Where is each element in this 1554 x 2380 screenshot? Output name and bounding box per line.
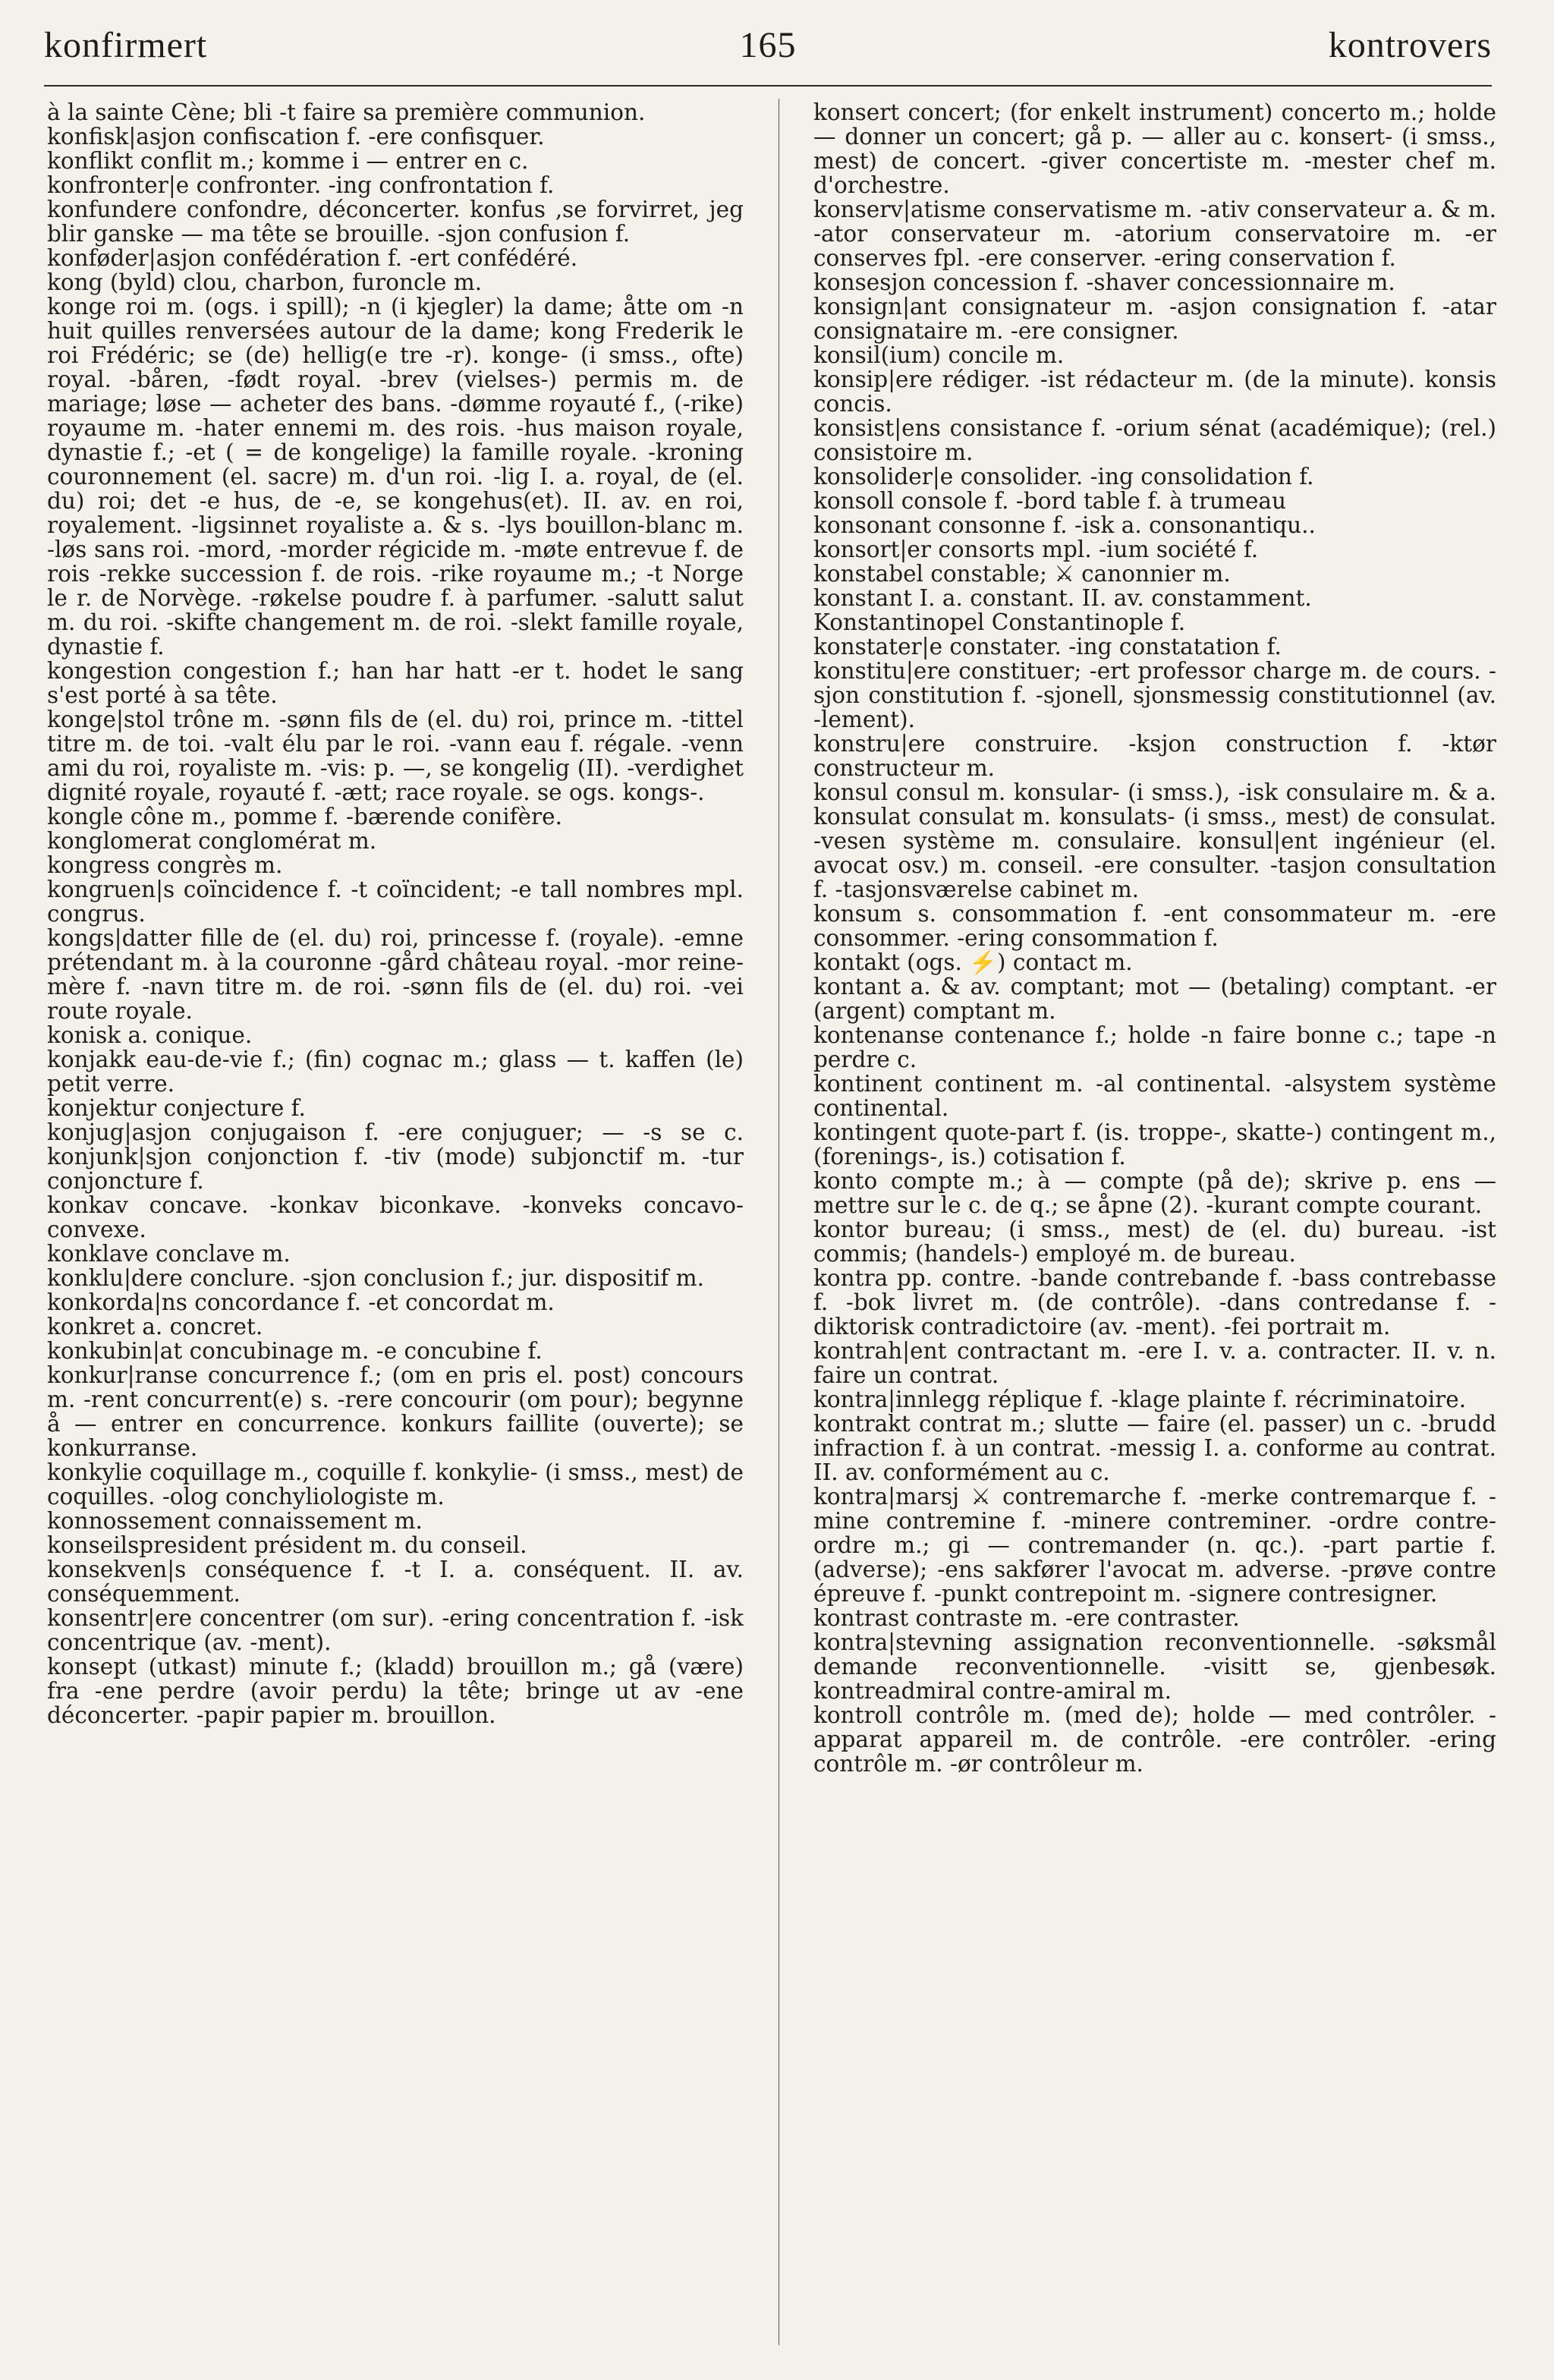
dictionary-entry: konkret a. concret. bbox=[47, 1314, 263, 1340]
dictionary-entry: konkur|ranse concurrence f.; (om en pris el. post) concours m. -rent concurrent(e) s. -rere concourir (om pour); begynne å — entrer en concurrence. konkurs faillite (ouverte); se konkurranse. bbox=[47, 1362, 744, 1461]
dictionary-entry: kongestion congestion f.; han har hatt -er t. hodet le sang s'est porté à sa tête. bbox=[47, 658, 744, 708]
dictionary-entry: Konstantinopel Constantinople f. bbox=[813, 609, 1186, 635]
header-rule bbox=[44, 85, 1492, 87]
dictionary-entry: konfundere confondre, déconcerter. konfus ‚se forvirret, jeg blir ganske — ma tête se brouille. -sjon confusion f. bbox=[47, 197, 744, 247]
dictionary-entry: kontinent continent m. -al continental. -alsystem système continental. bbox=[813, 1071, 1496, 1121]
dictionary-entry: konsentr|ere concentrer (om sur). -ering concentration f. -isk concentrique (av. -ment). bbox=[47, 1605, 744, 1655]
dictionary-entry: kongs|datter fille de (el. du) roi, princesse f. (royale). -emne prétendant m. à la couronne -gård château royal. -mor reine-mère f. -navn titre m. de roi. -sønn fils de (el. du) roi. -vei route royale. bbox=[47, 925, 744, 1024]
dictionary-entry: kontra|stevning assignation reconventionnelle. -søksmål demande reconventionnelle. -visitt se, gjenbesøk. kontreadmiral contre-amiral m. bbox=[813, 1629, 1496, 1704]
dictionary-entry: konklu|dere conclure. -sjon conclusion f.; jur. dispositif m. bbox=[47, 1265, 704, 1291]
dictionary-entry: konfronter|e confronter. -ing confrontation f. bbox=[47, 172, 555, 198]
dictionary-entry: konstater|e constater. -ing constatation f. bbox=[813, 634, 1282, 660]
dictionary-entry: konjakk eau-de-vie f.; (fin) cognac m.; glass — t. kaffen (le) petit verre. bbox=[47, 1047, 744, 1097]
dictionary-entry: kontrah|ent contractant m. -ere I. v. a. contracter. II. v. n. faire un contrat. bbox=[813, 1338, 1496, 1388]
dictionary-entry: kontrast contraste m. -ere contraster. bbox=[813, 1605, 1240, 1631]
dictionary-entry: konstant I. a. constant. II. av. constamment. bbox=[813, 585, 1312, 611]
dictionary-entry: konsoll console f. -bord table f. à trumeau bbox=[813, 488, 1286, 514]
dictionary-entry: konseilspresident président m. du conseil. bbox=[47, 1532, 527, 1558]
dictionary-entry: konkorda|ns concordance f. -et concordat m. bbox=[47, 1289, 555, 1315]
dictionary-entry: kontroll contrôle m. (med de); holde — med contrôler. -apparat appareil m. de contrôle. -ere contrôler. -ering contrôle m. -ør contrôleur m. bbox=[813, 1702, 1496, 1777]
page-header bbox=[44, 24, 1492, 73]
dictionary-entry: konføder|asjon confédération f. -ert confédéré. bbox=[47, 245, 578, 271]
dictionary-entry: konsort|er consorts mpl. -ium société f. bbox=[813, 537, 1259, 562]
dictionary-entry: à la sainte Cène; bli -t faire sa première communion. bbox=[47, 100, 646, 125]
dictionary-entry: konsign|ant consignateur m. -asjon consignation f. -atar consignataire m. -ere consigner. bbox=[813, 294, 1496, 344]
dictionary-entry: konsul consul m. konsular- (i smss.), -isk consulaire m. & a. konsulat consulat m. konsulats- (i smss., mest) de consulat. -vesen système m. consulaire. konsul|ent ingénieur (el. avocat osv.) m. conseil. -ere consulter. -tasjon consultation f. -tasjonsværelse cabinet m. bbox=[813, 779, 1496, 902]
dictionary-entry: konkubin|at concubinage m. -e concubine f. bbox=[47, 1338, 543, 1364]
dictionary-entry: konsip|ere rédiger. -ist rédacteur m. (de la minute). konsis concis. bbox=[813, 367, 1496, 417]
dictionary-entry: konklave conclave m. bbox=[47, 1241, 291, 1267]
dictionary-entry: konflikt conflit m.; komme i — entrer en c. bbox=[47, 148, 529, 174]
dictionary-entry: konkav concave. -konkav biconkave. -konveks concavo-convexe. bbox=[47, 1192, 744, 1242]
dictionary-entry: konge roi m. (ogs. i spill); -n (i kjegler) la dame; åtte om -n huit quilles renversées autour de la dame; kong Frederik le roi Frédéric; se (de) hellig(e tre -r). konge- (i smss., ofte) royal. -båren, -født royal. -brev (vielses-) permis m. de mariage; løse — acheter des bans. -dømme royauté f., (-rike) royaume m. -hater ennemi m. des rois. -hus maison royale, dynastie f.; -et ( = de kongelige) la famille royale. -kroning couronnement (el. sacre) m. d'un roi. -lig I. a. royal, de (el. du) roi; det -e hus, de -e, se kongehus(et). II. av. en roi, royalement. -ligsinnet royaliste a. & s. -lys bouillon-blanc m. -løs sans roi. -mord, -morder régicide m. -møte entrevue f. de rois -rekke succession f. de rois. -rike royaume m.; -t Norge le r. de Norvège. -røkelse poudre f. à parfumer. -salutt salut m. du roi. -skifte changement m. de roi. -slekt famille royale, dynastie f. bbox=[47, 294, 744, 660]
left-column bbox=[47, 100, 744, 2362]
dictionary-entry: konstabel constable; ⚔ canonnier m. bbox=[813, 561, 1231, 587]
right-column bbox=[813, 100, 1496, 2362]
last-guide-word: kontrovers bbox=[1328, 25, 1492, 65]
page-number: 165 bbox=[739, 25, 797, 65]
dictionary-entry: konstru|ere construire. -ksjon construction f. -ktør constructeur m. bbox=[813, 731, 1496, 781]
dictionary-entry: konsept (utkast) minute f.; (kladd) brouillon m.; gå (være) fra -ene perdre (avoir perdu) la tête; bringe ut av -ene déconcerter. -papir papier m. brouillon. bbox=[47, 1654, 744, 1728]
dictionary-entry: konstitu|ere constituer; -ert professor charge m. de cours. -sjon constitution f. -sjonell, sjonsmessig constitutionnel (av. -lement). bbox=[813, 658, 1496, 732]
dictionary-entry: konisk a. conique. bbox=[47, 1022, 253, 1048]
dictionary-entry: kongress congrès m. bbox=[47, 852, 283, 878]
dictionary-entry: konglomerat conglomérat m. bbox=[47, 828, 377, 854]
dictionary-entry: kontenanse contenance f.; holde -n faire bonne c.; tape -n perdre c. bbox=[813, 1022, 1496, 1072]
dictionary-entry: konto compte m.; à — compte (på de); skrive p. ens — mettre sur le c. de q.; se åpne (2). -kurant compte courant. bbox=[813, 1168, 1496, 1218]
dictionary-entry: kontakt (ogs. ⚡) contact m. bbox=[813, 949, 1133, 975]
dictionary-entry: kontrakt contrat m.; slutte — faire (el. passer) un c. -brudd infraction f. à un contrat. -messig I. a. conforme au contrat. II. av. conformément au c. bbox=[813, 1411, 1496, 1485]
dictionary-entry: kontra pp. contre. -bande contrebande f. -bass contrebasse f. -bok livret m. (de contrôle). -dans contredanse f. -diktorisk contradictoire (av. -ment). -fei portrait m. bbox=[813, 1265, 1496, 1340]
dictionary-entry: konsolider|e consolider. -ing consolidation f. bbox=[813, 464, 1314, 490]
dictionary-entry: konsum s. consommation f. -ent consommateur m. -ere consommer. -ering consommation f. bbox=[813, 901, 1496, 951]
dictionary-entry: kongle cône m., pomme f. -bærende conifère. bbox=[47, 804, 562, 830]
dictionary-entry: kontra|marsj ⚔ contremarche f. -merke contremarque f. -mine contremine f. -minere contreminer. -ordre contre-ordre m.; gi — contremander (n. qc.). -part partie f. (adverse); -ens sakfører l'avocat m. adverse. -prøve contre épreuve f. -punkt contrepoint m. -signere contresigner. bbox=[813, 1484, 1496, 1607]
dictionary-entry: kontingent quote-part f. (is. troppe-, skatte-) contingent m., (forenings-, is.) cotisation f. bbox=[813, 1119, 1496, 1170]
dictionary-entry: kongruen|s coïncidence f. -t coïncident; -e tall nombres mpl. congrus. bbox=[47, 877, 744, 927]
dictionary-entry: kong (byld) clou, charbon, furoncle m. bbox=[47, 269, 483, 295]
dictionary-entry: konnossement connaissement m. bbox=[47, 1508, 423, 1534]
dictionary-entry: konsist|ens consistance f. -orium sénat (académique); (rel.) consistoire m. bbox=[813, 415, 1496, 465]
first-guide-word: konfirmert bbox=[44, 25, 208, 65]
dictionary-entry: konfisk|asjon confiscation f. -ere confisquer. bbox=[47, 124, 545, 150]
dictionary-entry: kontant a. & av. comptant; mot — (betaling) comptant. -er (argent) comptant m. bbox=[813, 974, 1496, 1024]
dictionary-entry: kontor bureau; (i smss., mest) de (el. du) bureau. -ist commis; (handels-) employé m. de bureau. bbox=[813, 1217, 1496, 1267]
dictionary-entry: konge|stol trône m. -sønn fils de (el. du) roi, prince m. -tittel titre m. de toi. -valt élu par le roi. -vann eau f. régale. -venn ami du roi, royaliste m. -vis: p. —, se kongelig (II). -verdighet dignité royale, royauté f. -ætt; race royale. se ogs. kongs-. bbox=[47, 707, 744, 805]
dictionary-entry: konjektur conjecture f. bbox=[47, 1095, 306, 1121]
dictionary-entry: kontra|innlegg réplique f. -klage plainte f. récriminatoire. bbox=[813, 1387, 1467, 1412]
dictionary-entry: konjug|asjon conjugaison f. -ere conjuguer; — -s se c. konjunk|sjon conjonction f. -tiv (mode) subjonctif m. -tur conjoncture f. bbox=[47, 1119, 744, 1194]
dictionary-entry: konsesjon concession f. -shaver concessionnaire m. bbox=[813, 269, 1395, 295]
dictionary-entry: konsonant consonne f. -isk a. consonantiqu.. bbox=[813, 512, 1316, 538]
dictionary-entry: konsil(ium) concile m. bbox=[813, 342, 1065, 368]
dictionary-entry: konserv|atisme conservatisme m. -ativ conservateur a. & m. -ator conservateur m. -atorium conservatoire m. -er conserves fpl. -ere conserver. -ering conservation f. bbox=[813, 197, 1496, 271]
dictionary-entry: konsert concert; (for enkelt instrument) concerto m.; holde — donner un concert; gå p. — aller au c. konsert- (i smss., mest) de concert. -giver concertiste m. -mester chef m. d'orchestre. bbox=[813, 100, 1496, 198]
dictionary-entry: konkylie coquillage m., coquille f. konkylie- (i smss., mest) de coquilles. -olog conchyliologiste m. bbox=[47, 1459, 744, 1510]
dictionary-entry: konsekven|s conséquence f. -t I. a. conséquent. II. av. conséquemment. bbox=[47, 1557, 744, 1607]
